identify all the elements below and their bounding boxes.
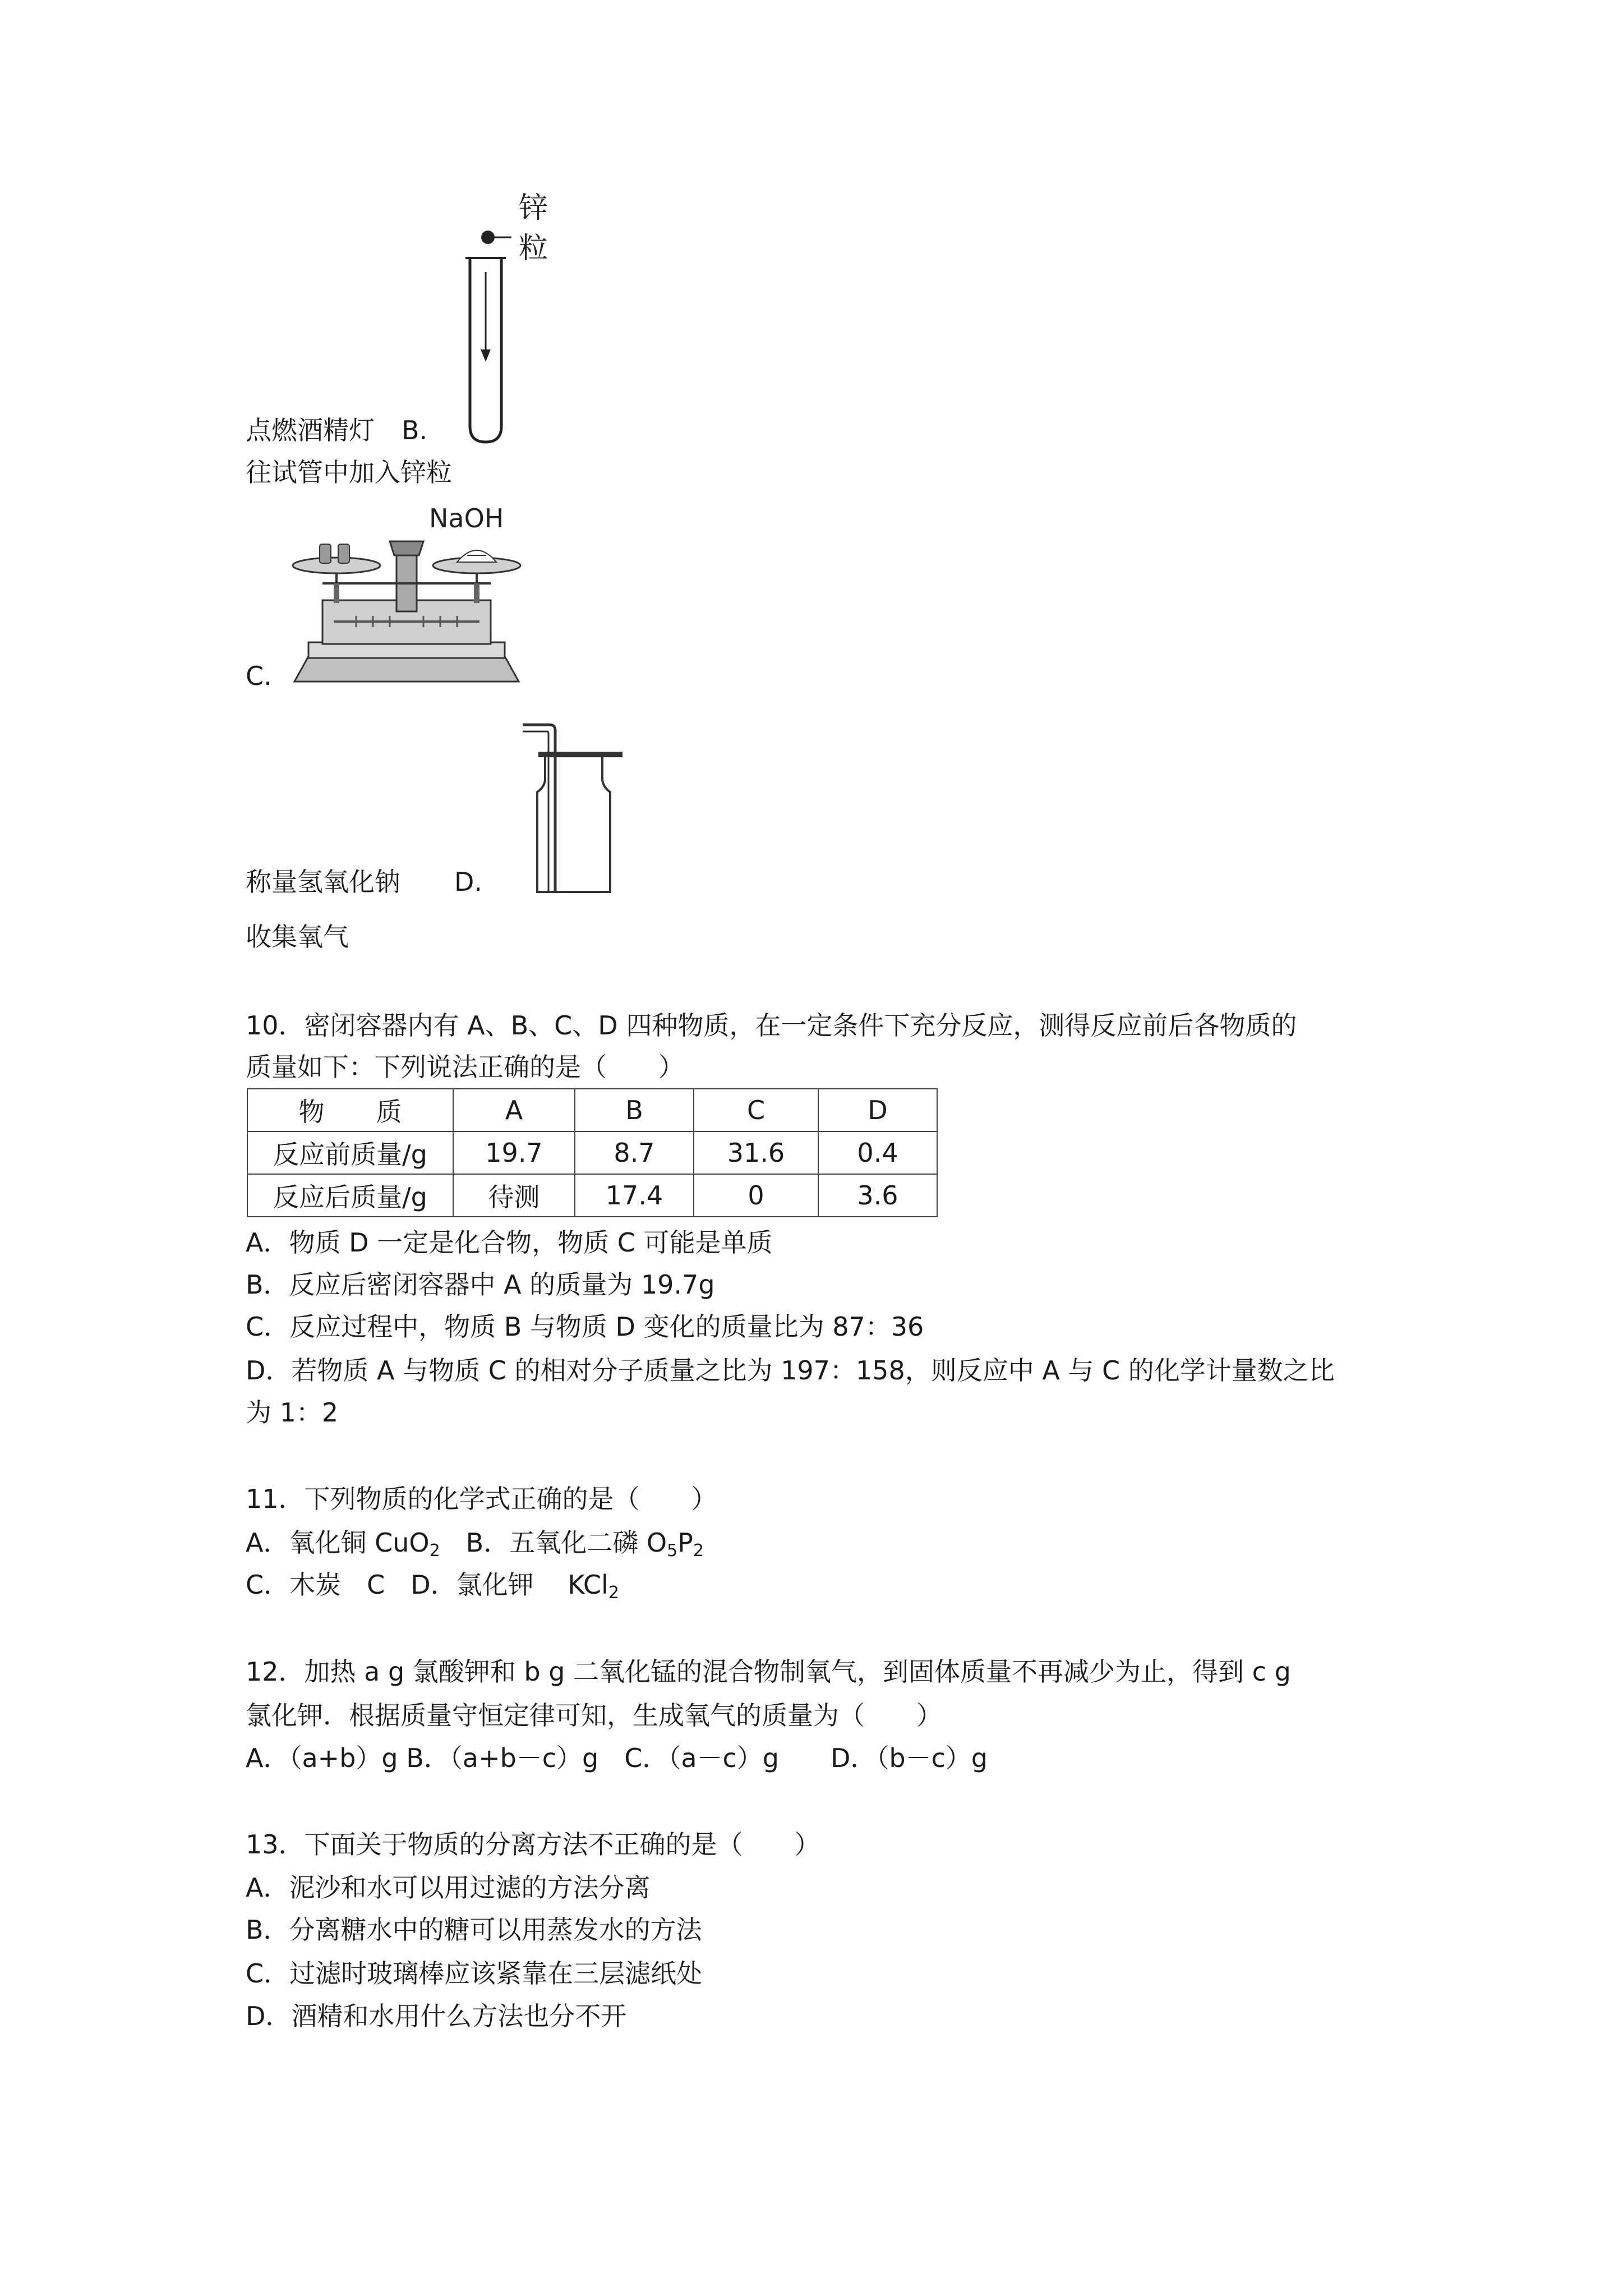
option-d-marker: D. (454, 867, 483, 897)
q10-option-b: B．反应后密闭容器中 A 的质量为 19.7g (246, 1269, 715, 1300)
balance-figure (289, 499, 524, 690)
naoh-pile (457, 550, 496, 562)
option-c-caption-line (246, 865, 482, 899)
q10-stem-line1: 10．密闭容器内有 A、B、C、D 四种物质，在一定条件下充分反应，测得反应前后各物质的 (246, 1010, 1297, 1041)
option-a-caption: 点燃酒精灯 (246, 415, 375, 445)
balance-label: NaOH (429, 503, 504, 533)
mass-table (247, 1088, 938, 1217)
table-cell: 3.6 (818, 1174, 937, 1217)
option-a-caption-line (246, 413, 427, 447)
table-cell: 8.7 (575, 1131, 694, 1174)
q13-stem: 13．下面关于物质的分离方法不正确的是（ ） (246, 1829, 820, 1860)
table-cell: 31.6 (694, 1131, 818, 1174)
q11-option-b-sub2: 2 (693, 1541, 704, 1561)
table-cell: 17.4 (575, 1174, 694, 1217)
table-header-cell: C (694, 1089, 818, 1131)
table-cell: 0.4 (818, 1131, 937, 1174)
q11-options-ab (246, 1526, 704, 1568)
table-cell: 反应后质量/g (247, 1174, 453, 1217)
test-tube-figure (449, 191, 572, 454)
q11-stem: 11．下列物质的化学式正确的是（ ） (246, 1484, 717, 1514)
q11-options-cd (246, 1568, 619, 1610)
bottle-stopper (538, 752, 623, 757)
option-c-caption: 称量氢氧化钠 (246, 867, 400, 897)
q10-option-c: C．反应过程中，物质 B 与物质 D 变化的质量比为 87：36 (246, 1312, 924, 1342)
q11-option-a: A．氧化铜 CuO (246, 1527, 430, 1558)
table-header-cell: 物 质 (247, 1089, 453, 1131)
table-cell: 反应前质量/g (247, 1131, 453, 1174)
q11-option-a-sub: 2 (429, 1541, 440, 1561)
weight-icon (338, 544, 349, 563)
q12-stem-line1: 12．加热 a g 氯酸钾和 b g 二氧化锰的混合物制氧气，到固体质量不再减少为止，得到 c g (246, 1657, 1291, 1687)
weight-icon (320, 544, 331, 563)
q10-stem-line2: 质量如下：下列说法正确的是（ ） (246, 1052, 684, 1082)
q10-option-a: A．物质 D 一定是化合物，物质 C 可能是单质 (246, 1227, 773, 1258)
q12-options: A．（a+b）g B．（a+b－c）g C．（a－c）g D．（b－c）g (246, 1743, 988, 1773)
table-header-cell: D (818, 1089, 937, 1131)
q11-option-b: B．五氧化二磷 O (440, 1527, 667, 1558)
table-cell: 待测 (453, 1174, 575, 1217)
table-cell: 19.7 (453, 1131, 575, 1174)
table-header-row (247, 1089, 937, 1131)
table-row (247, 1131, 937, 1174)
q11-option-cd: C．木炭 C D．氯化钾 KCl (246, 1570, 608, 1600)
table-header-cell: B (575, 1089, 694, 1131)
balance-base (294, 656, 519, 682)
option-b-caption: 往试管中加入锌粒 (246, 457, 452, 487)
q11-option-b-sub1: 5 (667, 1541, 678, 1561)
q13-option-d: D．酒精和水用什么方法也分不开 (246, 2001, 627, 2031)
table-header-cell: A (453, 1089, 575, 1131)
option-b-marker: B. (402, 415, 428, 445)
q11-option-d-sub: 2 (608, 1583, 619, 1603)
q13-option-b: B．分离糖水中的糖可以用蒸发水的方法 (246, 1915, 702, 1945)
left-pan (293, 558, 380, 573)
q11-option-b-mid: P (677, 1527, 693, 1558)
table-row (247, 1174, 937, 1217)
q10-option-d-line2: 为 1：2 (246, 1397, 339, 1428)
gas-bottle-figure (516, 718, 628, 898)
option-c-marker: C. (246, 661, 272, 691)
test-tube-label-2: 粒 (519, 232, 548, 265)
test-tube-label-1: 锌 (519, 191, 548, 225)
gas-tube (523, 725, 555, 892)
q13-option-c: C．过滤时玻璃棒应该紧靠在三层滤纸处 (246, 1958, 703, 1989)
q12-stem-line2: 氯化钾．根据质量守恒定律可知，生成氧气的质量为（ ） (246, 1700, 942, 1731)
option-d-caption: 收集氧气 (246, 922, 349, 952)
q13-option-a: A．泥沙和水可以用过滤的方法分离 (246, 1872, 651, 1903)
q10-option-d-line1: D．若物质 A 与物质 C 的相对分子质量之比为 197：158，则反应中 A 与 C 的化学计量数之比 (246, 1355, 1335, 1386)
table-cell: 0 (694, 1174, 818, 1217)
